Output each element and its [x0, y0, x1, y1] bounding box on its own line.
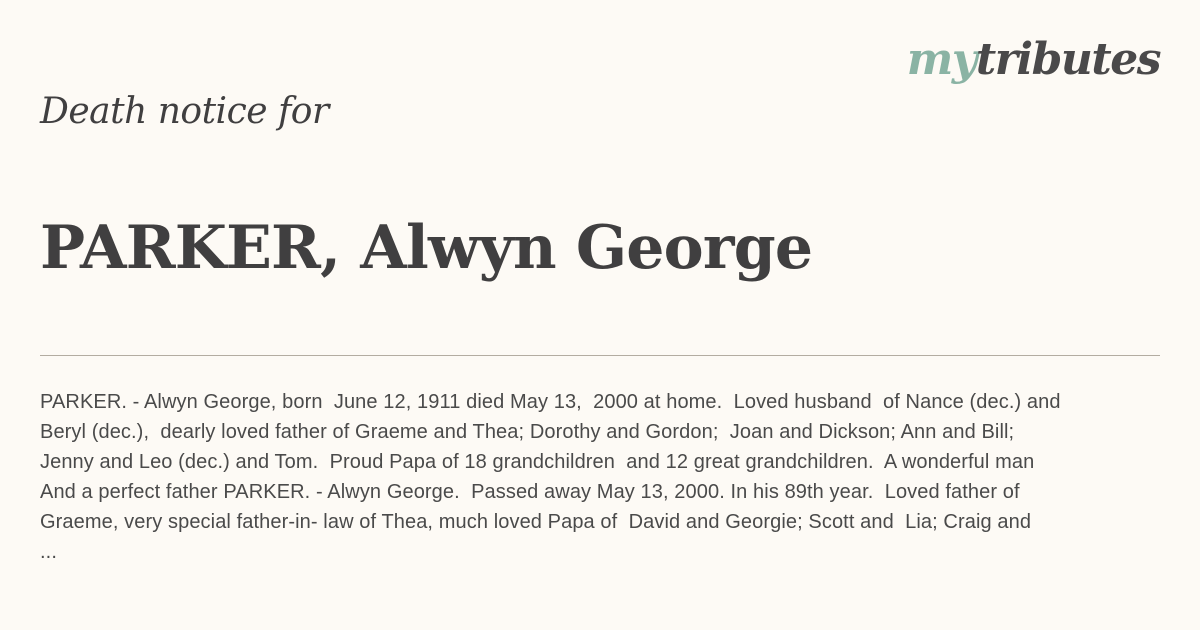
mytributes-logo[interactable] [907, 34, 1160, 86]
notice-ellipsis: ... [40, 541, 57, 563]
notice-line: And a perfect father PARKER. - Alwyn George. Passed away May 13, 2000. In his 89th year. Loved father of [40, 481, 1020, 503]
death-notice-kicker: Death notice for [40, 91, 329, 132]
logo-my: my [906, 34, 976, 85]
deceased-name: PARKER, Alwyn George [40, 213, 813, 283]
notice-line: Beryl (dec.), dearly loved father of Graeme and Thea; Dorothy and Gordon; Joan and Dickson; Ann and Bill; [40, 421, 1015, 443]
notice-text [40, 387, 1160, 567]
logo-tributes: tributes [975, 34, 1160, 85]
divider [40, 355, 1160, 356]
notice-line: PARKER. - Alwyn George, born June 12, 1911 died May 13, 2000 at home. Loved husband of Nance (dec.) and [40, 391, 1061, 413]
notice-line: Graeme, very special father-in- law of Thea, much loved Papa of David and Georgie; Scott and Lia; Craig and [40, 511, 1032, 533]
notice-line: Jenny and Leo (dec.) and Tom. Proud Papa of 18 grandchildren and 12 great grandchildren. A wonderful man [40, 451, 1035, 473]
